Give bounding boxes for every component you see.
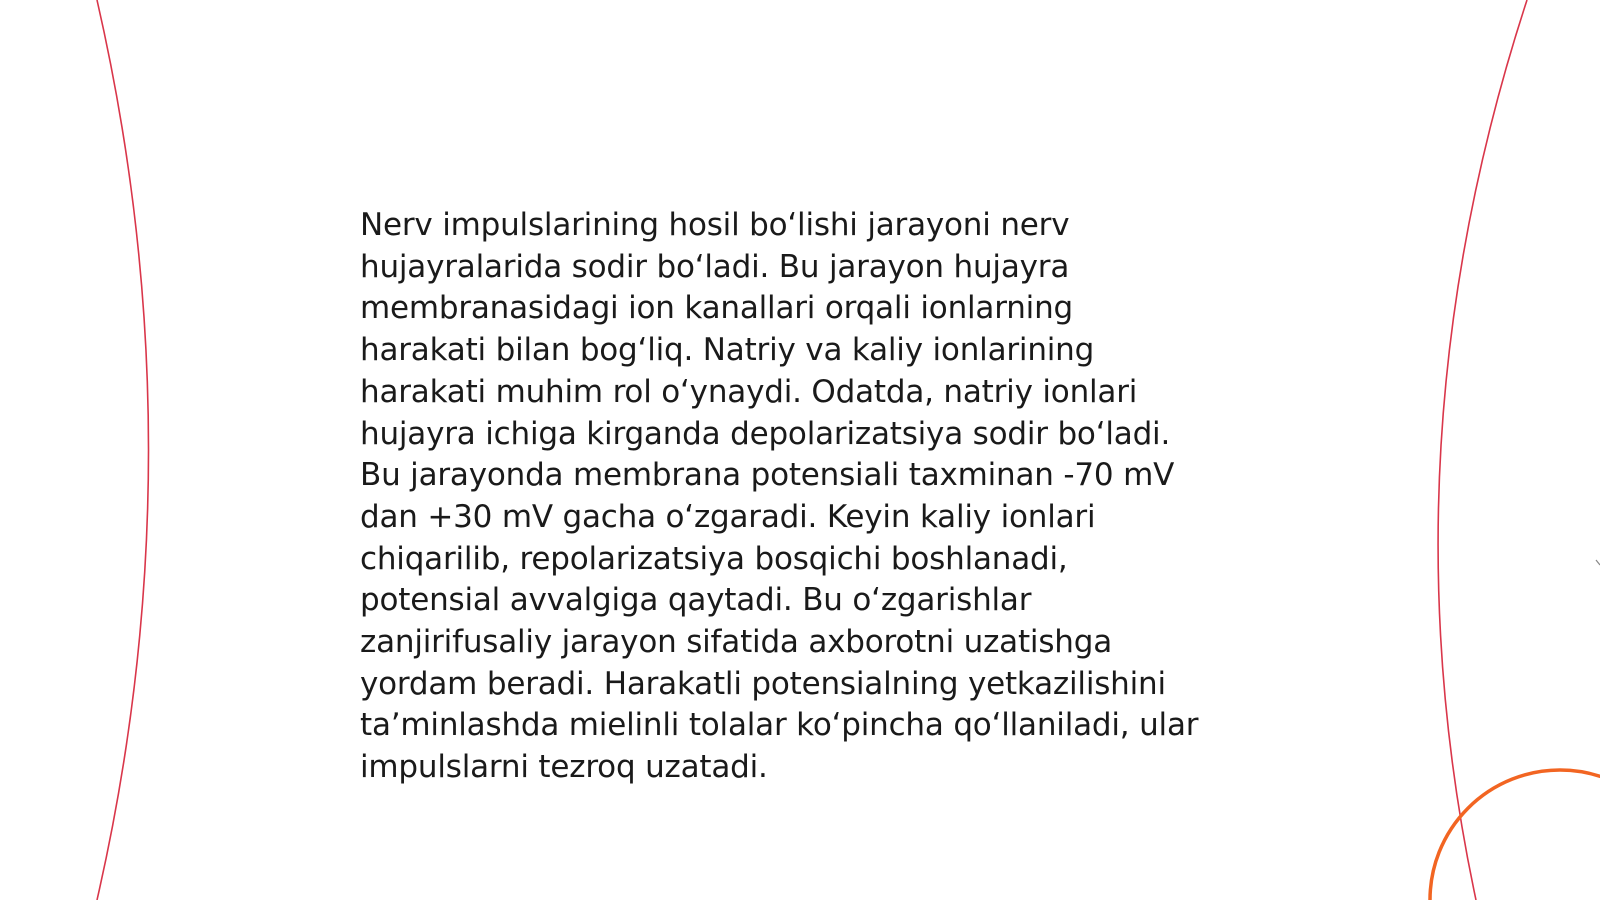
paragraph-line: hujayralarida sodir boʻladi. Bu jarayon hujayra (360, 248, 1070, 285)
body-paragraph (360, 205, 1260, 789)
paragraph-line: taʼminlashda mielinli tolalar koʻpincha qoʻllaniladi, ular (360, 707, 1199, 744)
paragraph-line: dan +30 mV gacha oʻzgaradi. Keyin kaliy ionlari (360, 498, 1096, 535)
paragraph-line: impulslarni tezroq uzatadi. (360, 749, 768, 786)
paragraph-line: Bu jarayonda membrana potensiali taxminan -70 mV (360, 457, 1175, 494)
paragraph-line: zanjirifusaliy jarayon sifatida axborotni uzatishga (360, 624, 1113, 661)
right-curve-line (1438, 0, 1527, 900)
paragraph-line: hujayra ichiga kirganda depolarizatsiya sodir boʻladi. (360, 415, 1171, 452)
paragraph-line: potensial avvalgiga qaytadi. Bu oʻzgarishlar (360, 582, 1032, 619)
paragraph-line: membranasidagi ion kanallari orqali ionlarning (360, 290, 1074, 327)
left-curve-line (97, 0, 149, 900)
paragraph-line: yordam beradi. Harakatli potensialning yetkazilishini (360, 665, 1166, 702)
right-edge-tick (1596, 560, 1600, 565)
paragraph-line: harakati muhim rol oʻynaydi. Odatda, natriy ionlari (360, 373, 1138, 410)
paragraph-line: Nerv impulslarining hosil boʻlishi jarayoni nerv (360, 207, 1070, 243)
paragraph-line: harakati bilan bogʻliq. Natriy va kaliy ionlarining (360, 332, 1095, 369)
paragraph-line: chiqarilib, repolarizatsiya bosqichi boshlanadi, (360, 540, 1068, 577)
